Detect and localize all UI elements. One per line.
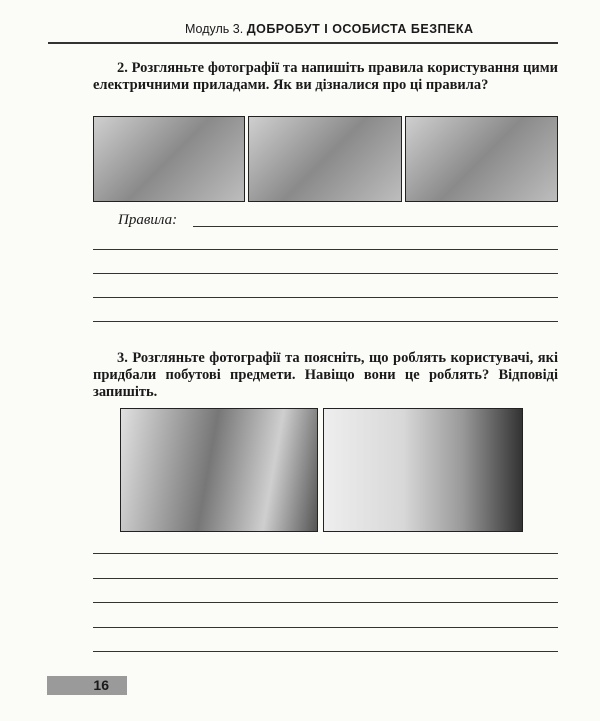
rules-label: Правила: [118,212,178,228]
module-label: Модуль 3. [185,22,244,36]
answer-line[interactable] [193,226,558,227]
running-header [185,22,474,36]
header-rule [48,42,558,44]
task-2-text: 2. Розгляньте фотографії та напишіть правила користування цими електричними приладами. Як ви дізналися про ці правила? [93,60,558,93]
answer-line[interactable] [93,273,558,274]
answer-line[interactable] [93,249,558,250]
answer-line[interactable] [93,553,558,554]
photo-man-reading-instructions [323,408,523,532]
task-3-text: 3. Розгляньте фотографії та поясніть, що роблять користувачі, які придбали побутові предмети. Навіщо вони це роблять? Відповіді запишіть. [93,350,558,400]
photo-wet-hands [405,116,558,202]
answer-line[interactable] [93,602,558,603]
answer-line[interactable] [93,627,558,628]
module-title: ДОБРОБУТ І ОСОБИСТА БЕЗПЕКА [246,22,474,36]
answer-line[interactable] [93,651,558,652]
photo-woman-reading-manual [120,408,318,532]
photo-socket-plug [93,116,245,202]
answer-line[interactable] [93,297,558,298]
page-number: 16 [47,676,127,695]
photo-hands-socket [248,116,402,202]
answer-line[interactable] [93,321,558,322]
answer-line[interactable] [93,578,558,579]
